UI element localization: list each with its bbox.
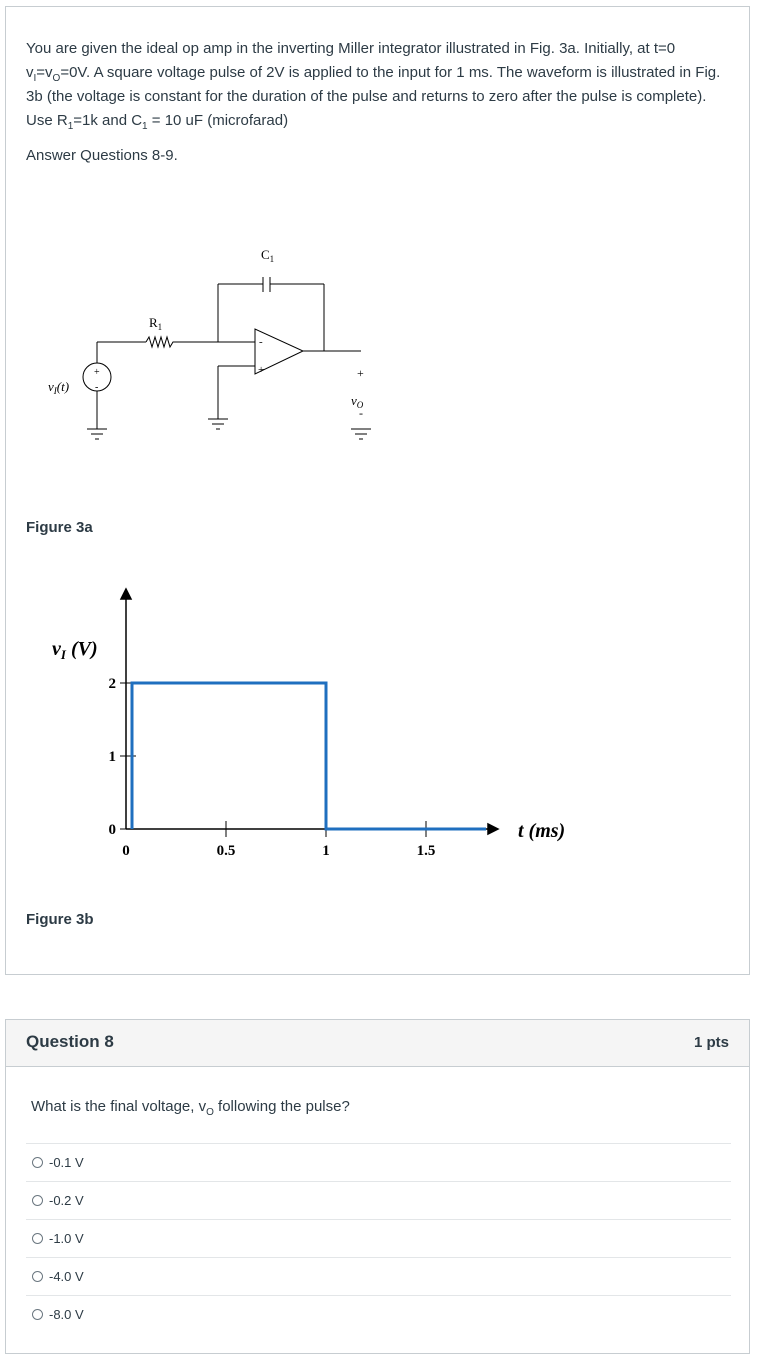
question-points: 1 pts — [693, 1034, 729, 1051]
radio-button[interactable] — [32, 1195, 43, 1206]
option-label: -4.0 V — [49, 1269, 84, 1284]
source-label: $v_I(t)$ — [48, 379, 70, 396]
y-tick-label: 1 — [108, 749, 116, 765]
x-axis-arrow — [488, 824, 498, 834]
question-title: Question 8 — [26, 1032, 114, 1051]
resistor-r1 — [146, 337, 221, 347]
opamp-inverting-label: - — [259, 336, 263, 348]
y-tick-label: 0 — [108, 822, 116, 838]
radio-button[interactable] — [32, 1233, 43, 1244]
x-tick-label: 0 — [122, 843, 130, 859]
option-label: -1.0 V — [49, 1231, 84, 1246]
answer-options — [26, 1143, 731, 1333]
option-label: -0.1 V — [49, 1155, 84, 1170]
output-plus: + — [357, 366, 364, 380]
figure-3b-label: Figure 3b — [26, 911, 94, 928]
output-minus: - — [359, 406, 363, 420]
answer-questions-note: Answer Questions 8-9. — [26, 147, 178, 164]
x-axis-label: t (ms) — [518, 820, 566, 842]
answer-option[interactable] — [26, 1219, 731, 1257]
answer-option[interactable] — [26, 1181, 731, 1219]
option-label: -0.2 V — [49, 1193, 84, 1208]
opamp-noninverting-label: + — [258, 364, 265, 376]
x-tick-label: 1.5 — [416, 843, 436, 859]
problem-statement: You are given the ideal op amp in the inverting Miller integrator illustrated in Fig. 3a. Initially, at t=0 $v_I=v_O=0V$. A square voltage pulse of 2V is applied to the input for 1 ms. The waveform is illustrated in Fig. 3b (the voltage is constant for the duration of the pulse and returns to zero after the pulse is complete). Use $R_1=1k$ and $C_1 = 10$ uF (microfarad) — [26, 40, 721, 132]
r1-label: $R_1$ — [149, 315, 163, 332]
question-text: What is the final voltage, $v_O$ following the pulse? — [31, 1098, 350, 1118]
vo-label: $v_O$ — [351, 393, 364, 410]
series-line — [132, 683, 486, 829]
option-label: -8.0 V — [49, 1307, 84, 1322]
question-card — [5, 1019, 750, 1354]
answer-option[interactable] — [26, 1143, 731, 1181]
figure-3a-label: Figure 3a — [26, 519, 93, 536]
x-tick-label: 0.5 — [216, 843, 236, 859]
answer-option[interactable] — [26, 1295, 731, 1333]
y-tick-label: 2 — [108, 676, 116, 692]
source-minus: - — [95, 382, 99, 393]
y-axis-arrow — [121, 589, 131, 599]
question-header — [6, 1020, 749, 1067]
source-plus: + — [94, 367, 100, 378]
waveform-chart — [6, 567, 749, 887]
radio-button[interactable] — [32, 1309, 43, 1320]
radio-button[interactable] — [32, 1157, 43, 1168]
circuit-diagram — [6, 7, 749, 477]
x-tick-label: 1 — [322, 843, 330, 859]
radio-button[interactable] — [32, 1271, 43, 1282]
c1-label: $C_1$ — [261, 247, 275, 264]
y-axis-label: $v_I$ (V) — [52, 638, 98, 662]
problem-card — [5, 6, 750, 975]
answer-option[interactable] — [26, 1257, 731, 1295]
